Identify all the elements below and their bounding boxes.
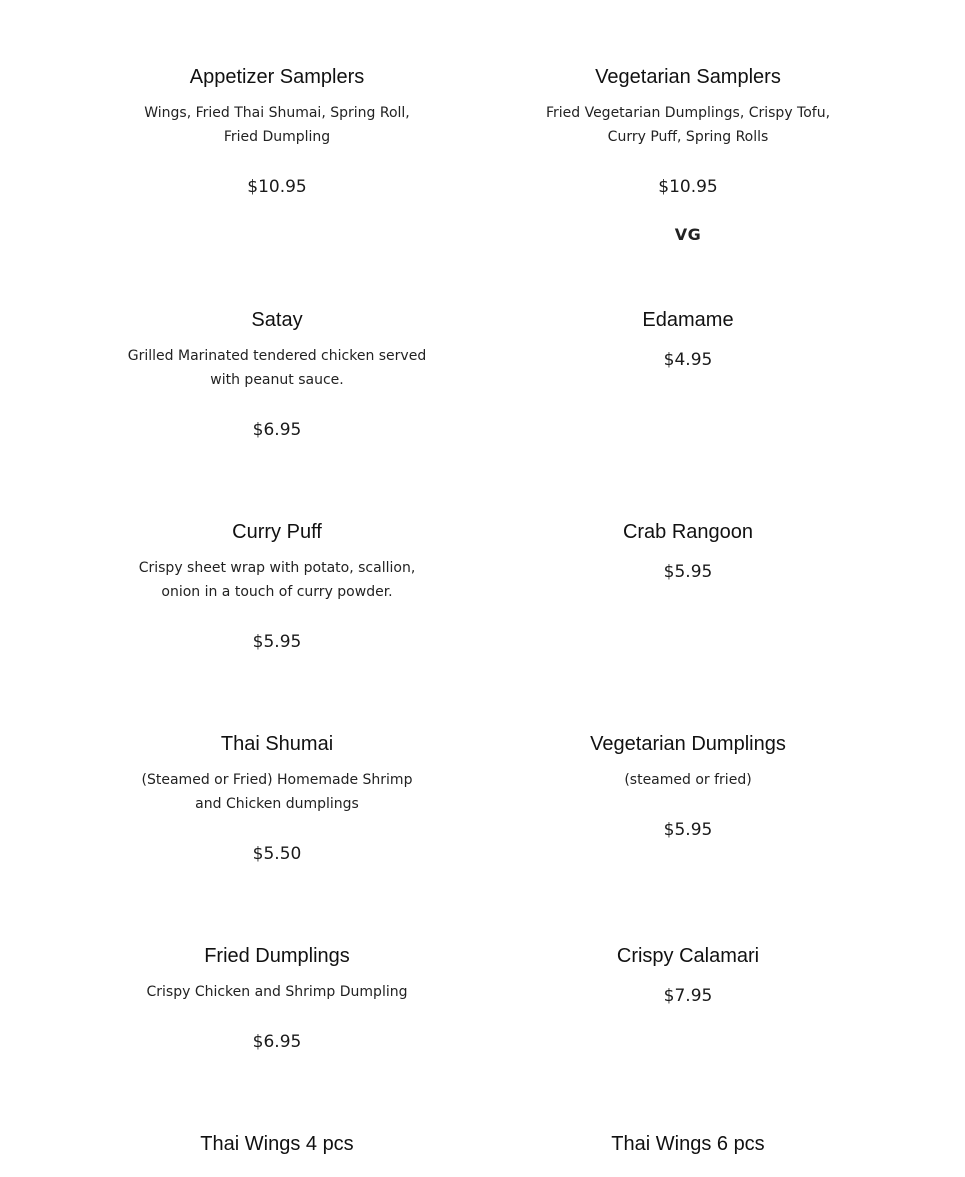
menu-item-price: $6.95: [252, 1032, 302, 1052]
menu-item-description: (steamed or fried): [624, 772, 752, 788]
menu-item-thai-shumai: [107, 732, 447, 866]
menu-item-name: Edamame: [642, 309, 734, 331]
menu-item-satay: [107, 308, 447, 442]
menu-item-price: $5.95: [663, 820, 713, 840]
menu-item-price: $5.95: [252, 632, 302, 652]
menu-item-fried-dumplings: [107, 944, 447, 1054]
menu-item-name: Curry Puff: [232, 521, 322, 543]
menu-item-price: $6.95: [252, 420, 302, 440]
menu-item-description: Crispy Chicken and Shrimp Dumpling: [146, 984, 408, 1000]
menu-item-name: Appetizer Samplers: [189, 66, 365, 88]
menu-item-name: Vegetarian Dumplings: [590, 733, 786, 755]
menu-item-edamame: [518, 308, 858, 372]
menu-item-price: $10.95: [658, 177, 718, 197]
menu-item-vegetarian-samplers: [518, 65, 858, 245]
menu-item-name: Fried Dumplings: [204, 945, 350, 967]
menu-item-vegetarian-dumplings: [518, 732, 858, 842]
menu-item-name: Thai Wings 6 pcs: [611, 1133, 765, 1155]
menu-item-crispy-calamari: [518, 944, 858, 1008]
menu-item-price: $5.95: [663, 562, 713, 582]
menu-item-name: Crab Rangoon: [622, 521, 754, 543]
menu-item-name: Satay: [251, 309, 303, 331]
menu-item-name: Vegetarian Samplers: [595, 66, 781, 88]
menu-item-price: $4.95: [663, 350, 713, 370]
menu-item-name: Thai Shumai: [220, 733, 334, 755]
menu-item-description: (Steamed or Fried) Homemade Shrimp and Chicken dumplings: [141, 772, 413, 812]
menu-item-description: Wings, Fried Thai Shumai, Spring Roll, Fried Dumpling: [144, 105, 410, 145]
menu-item-description: Grilled Marinated tendered chicken served with peanut sauce.: [127, 348, 427, 388]
menu-item-appetizer-samplers: [107, 65, 447, 199]
menu-item-description: Fried Vegetarian Dumplings, Crispy Tofu, Curry Puff, Spring Rolls: [545, 105, 831, 145]
menu-item-thai-wings-4: [107, 1132, 447, 1156]
menu-item-name: Crispy Calamari: [616, 945, 760, 967]
menu-item-curry-puff: [107, 520, 447, 654]
menu-item-price: $10.95: [247, 177, 307, 197]
menu-item-crab-rangoon: [518, 520, 858, 584]
menu-item-price: $5.50: [252, 844, 302, 864]
menu-item-price: $7.95: [663, 986, 713, 1006]
menu-item-description: Crispy sheet wrap with potato, scallion, onion in a touch of curry powder.: [138, 560, 416, 600]
menu-item-thai-wings-6: [518, 1132, 858, 1156]
vegetarian-badge: VG: [674, 225, 702, 244]
menu-item-name: Thai Wings 4 pcs: [200, 1133, 354, 1155]
